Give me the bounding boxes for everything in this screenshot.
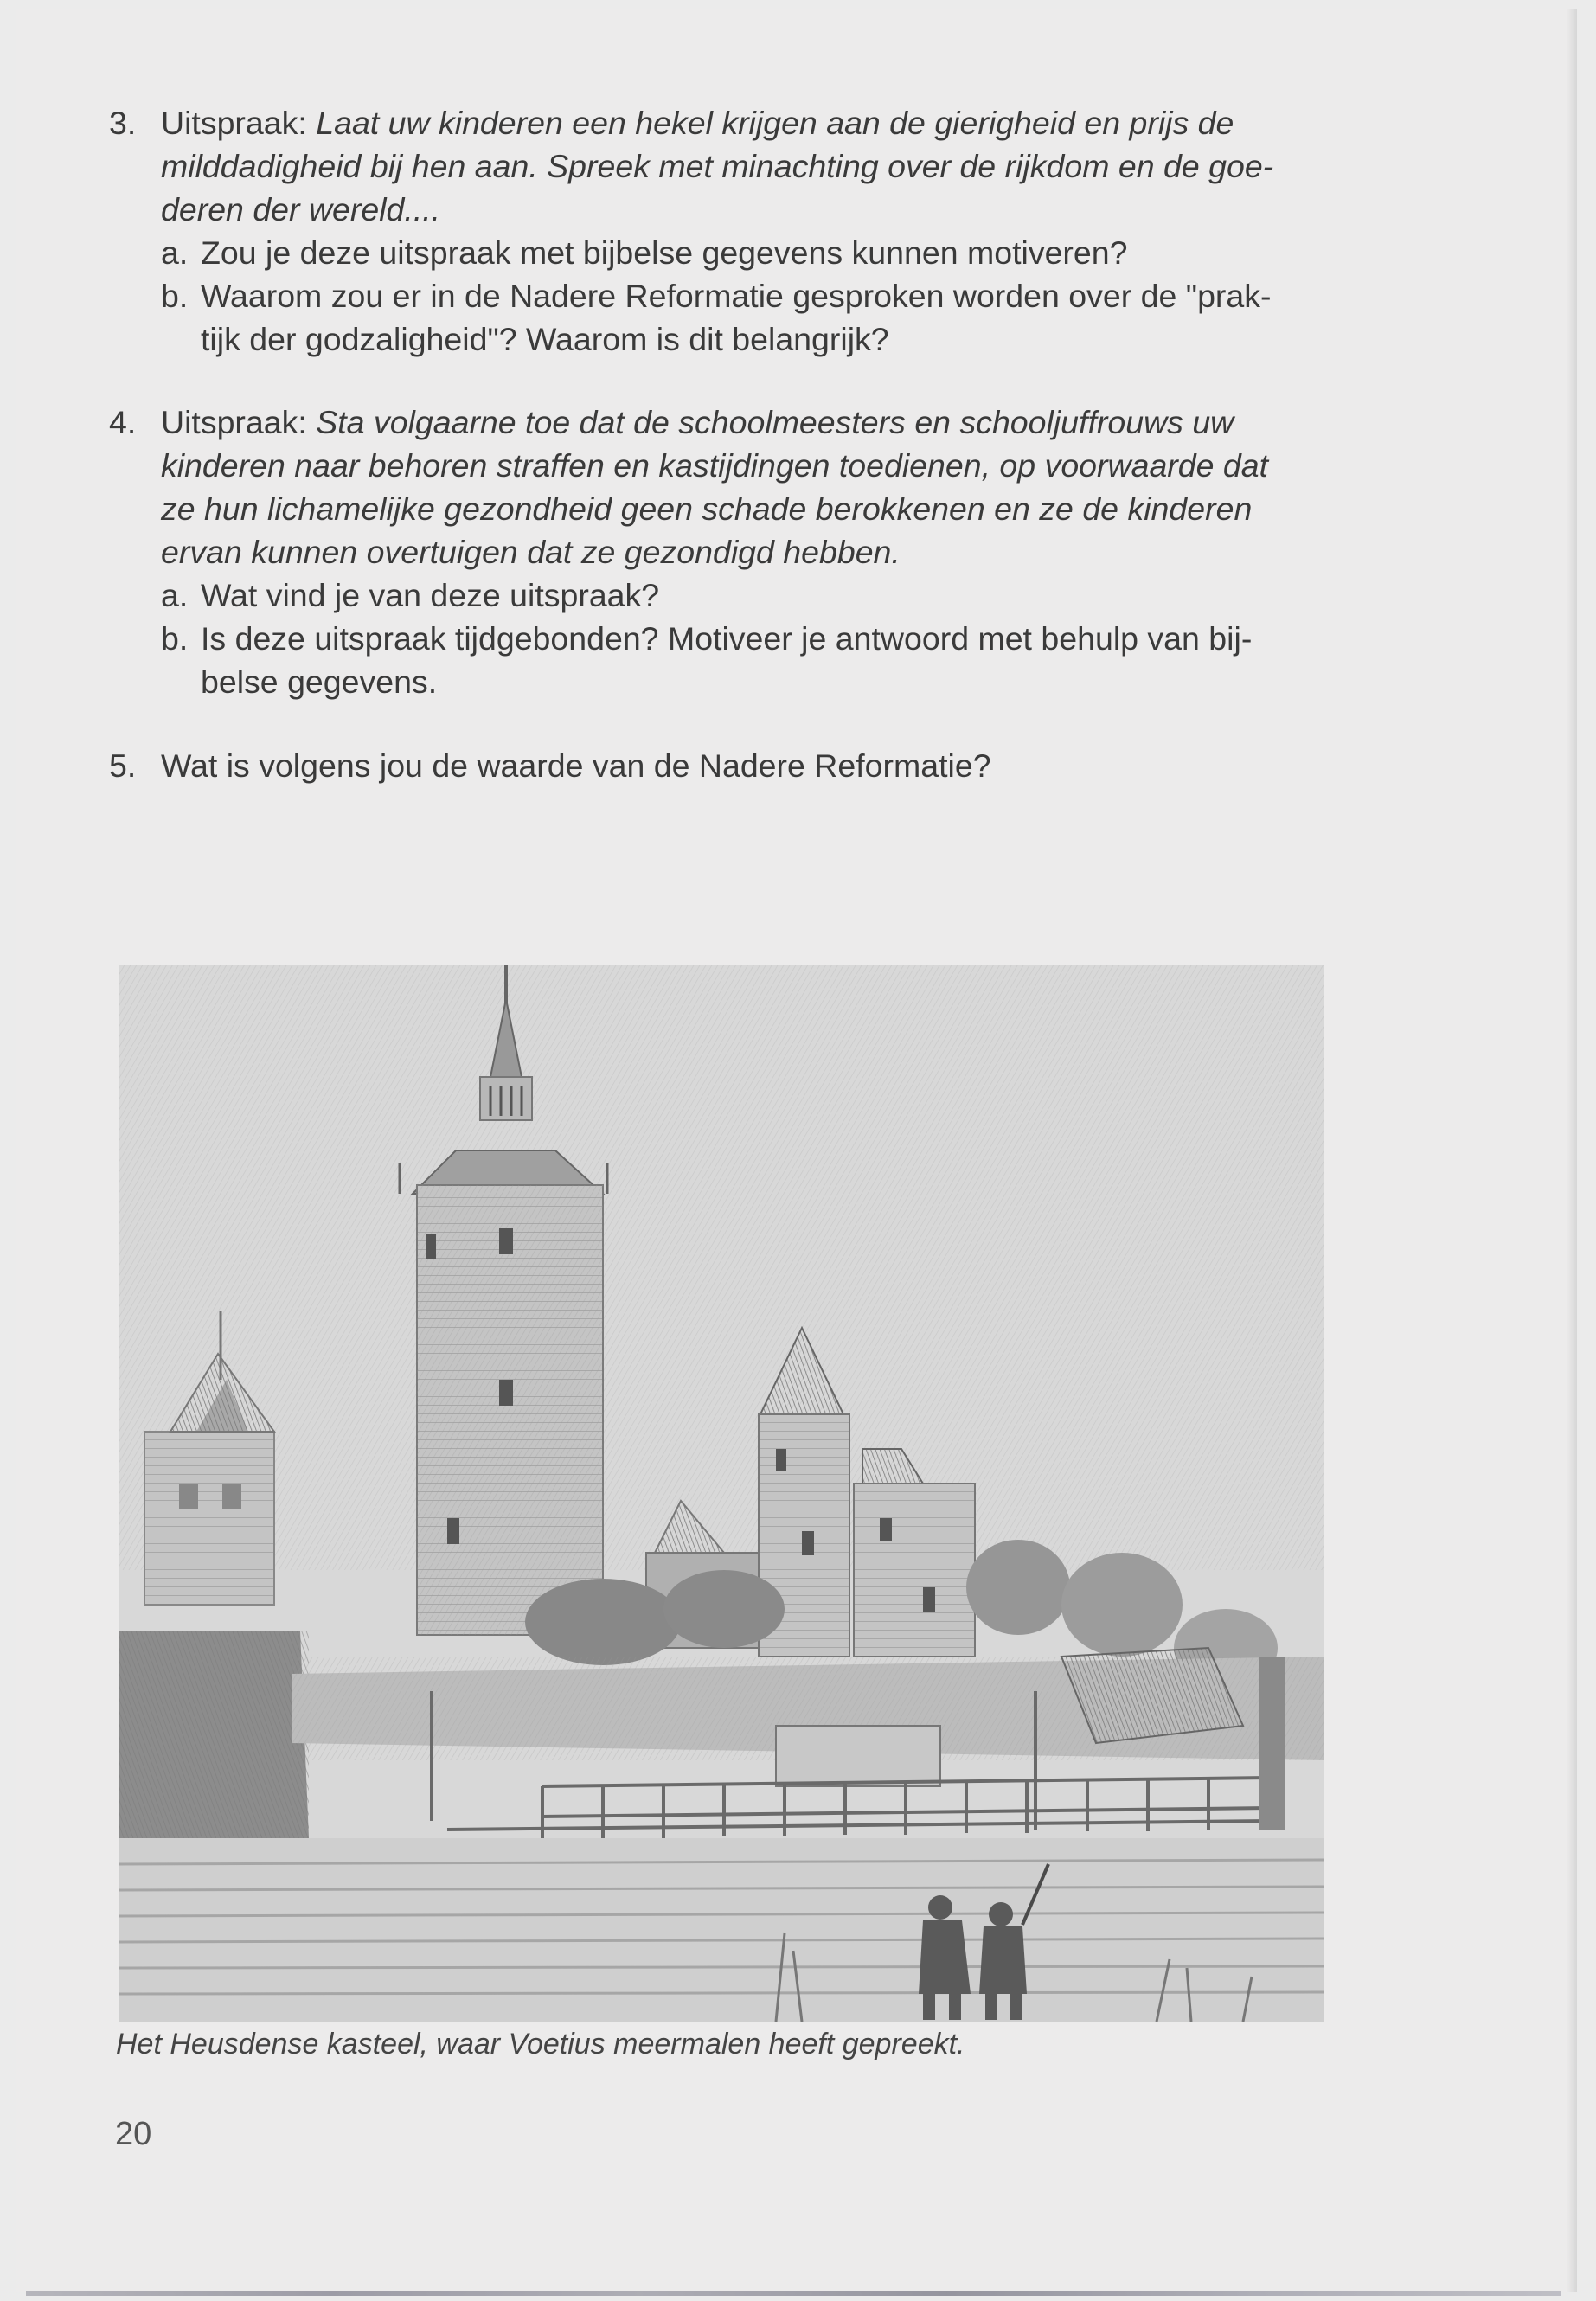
question-lead: Uitspraak: xyxy=(161,404,317,440)
subquestion-a xyxy=(161,574,1426,617)
page-edge-strip xyxy=(26,2291,1561,2296)
question-3 xyxy=(111,101,1426,361)
subquestion-b xyxy=(161,274,1426,361)
subquestion-line: Wat vind je van deze uitspraak? xyxy=(201,577,660,613)
quote-line: Laat uw kinderen een hekel krijgen aan de gierigheid en prijs de xyxy=(316,105,1234,141)
subquestion-letter: a. xyxy=(161,234,189,271)
subquestion-line: Waarom zou er in de Nadere Reformatie gesproken worden over de "prak- xyxy=(201,278,1272,314)
subquestion-line: tijk der godzaligheid"? Waarom is dit belangrijk? xyxy=(201,321,889,357)
question-number: 4. xyxy=(109,404,137,440)
subquestion-letter: b. xyxy=(161,620,189,657)
subquestion-b xyxy=(161,617,1426,703)
quote-line: deren der wereld.... xyxy=(161,191,441,228)
subquestion-letter: b. xyxy=(161,278,189,314)
question-5 xyxy=(111,744,1426,787)
page-number: 20 xyxy=(115,2116,152,2152)
quote-line: ze hun lichamelijke gezondheid geen schade berokkenen en ze de kinderen xyxy=(161,490,1253,527)
subquestion-line: belse gegevens. xyxy=(201,663,438,700)
castle-engraving xyxy=(119,965,1324,2022)
quote-line: milddadigheid bij hen aan. Spreek met minachting over de rijkdom en de goe- xyxy=(161,148,1274,184)
figure-caption: Het Heusdense kasteel, waar Voetius meermalen heeft gepreekt. xyxy=(116,2028,965,2061)
subquestion-line: Is deze uitspraak tijdgebonden? Motiveer je antwoord met behulp van bij- xyxy=(201,620,1253,657)
question-number: 3. xyxy=(109,105,137,141)
question-text: Wat is volgens jou de waarde van de Nadere Reformatie? xyxy=(161,747,991,784)
question-4 xyxy=(111,401,1426,703)
question-number: 5. xyxy=(109,747,137,784)
quote-line: ervan kunnen overtuigen dat ze gezondigd hebben. xyxy=(161,534,901,570)
quote-line: kinderen naar behoren straffen en kastijdingen toedienen, op voorwaarde dat xyxy=(161,447,1269,484)
subquestion-line: Zou je deze uitspraak met bijbelse gegevens kunnen motiveren? xyxy=(201,234,1128,271)
subquestion-a xyxy=(161,231,1426,274)
subquestion-letter: a. xyxy=(161,577,189,613)
question-lead: Uitspraak: xyxy=(161,105,317,141)
quote-line: Sta volgaarne toe dat de schoolmeesters en schooljuffrouws uw xyxy=(316,404,1234,440)
